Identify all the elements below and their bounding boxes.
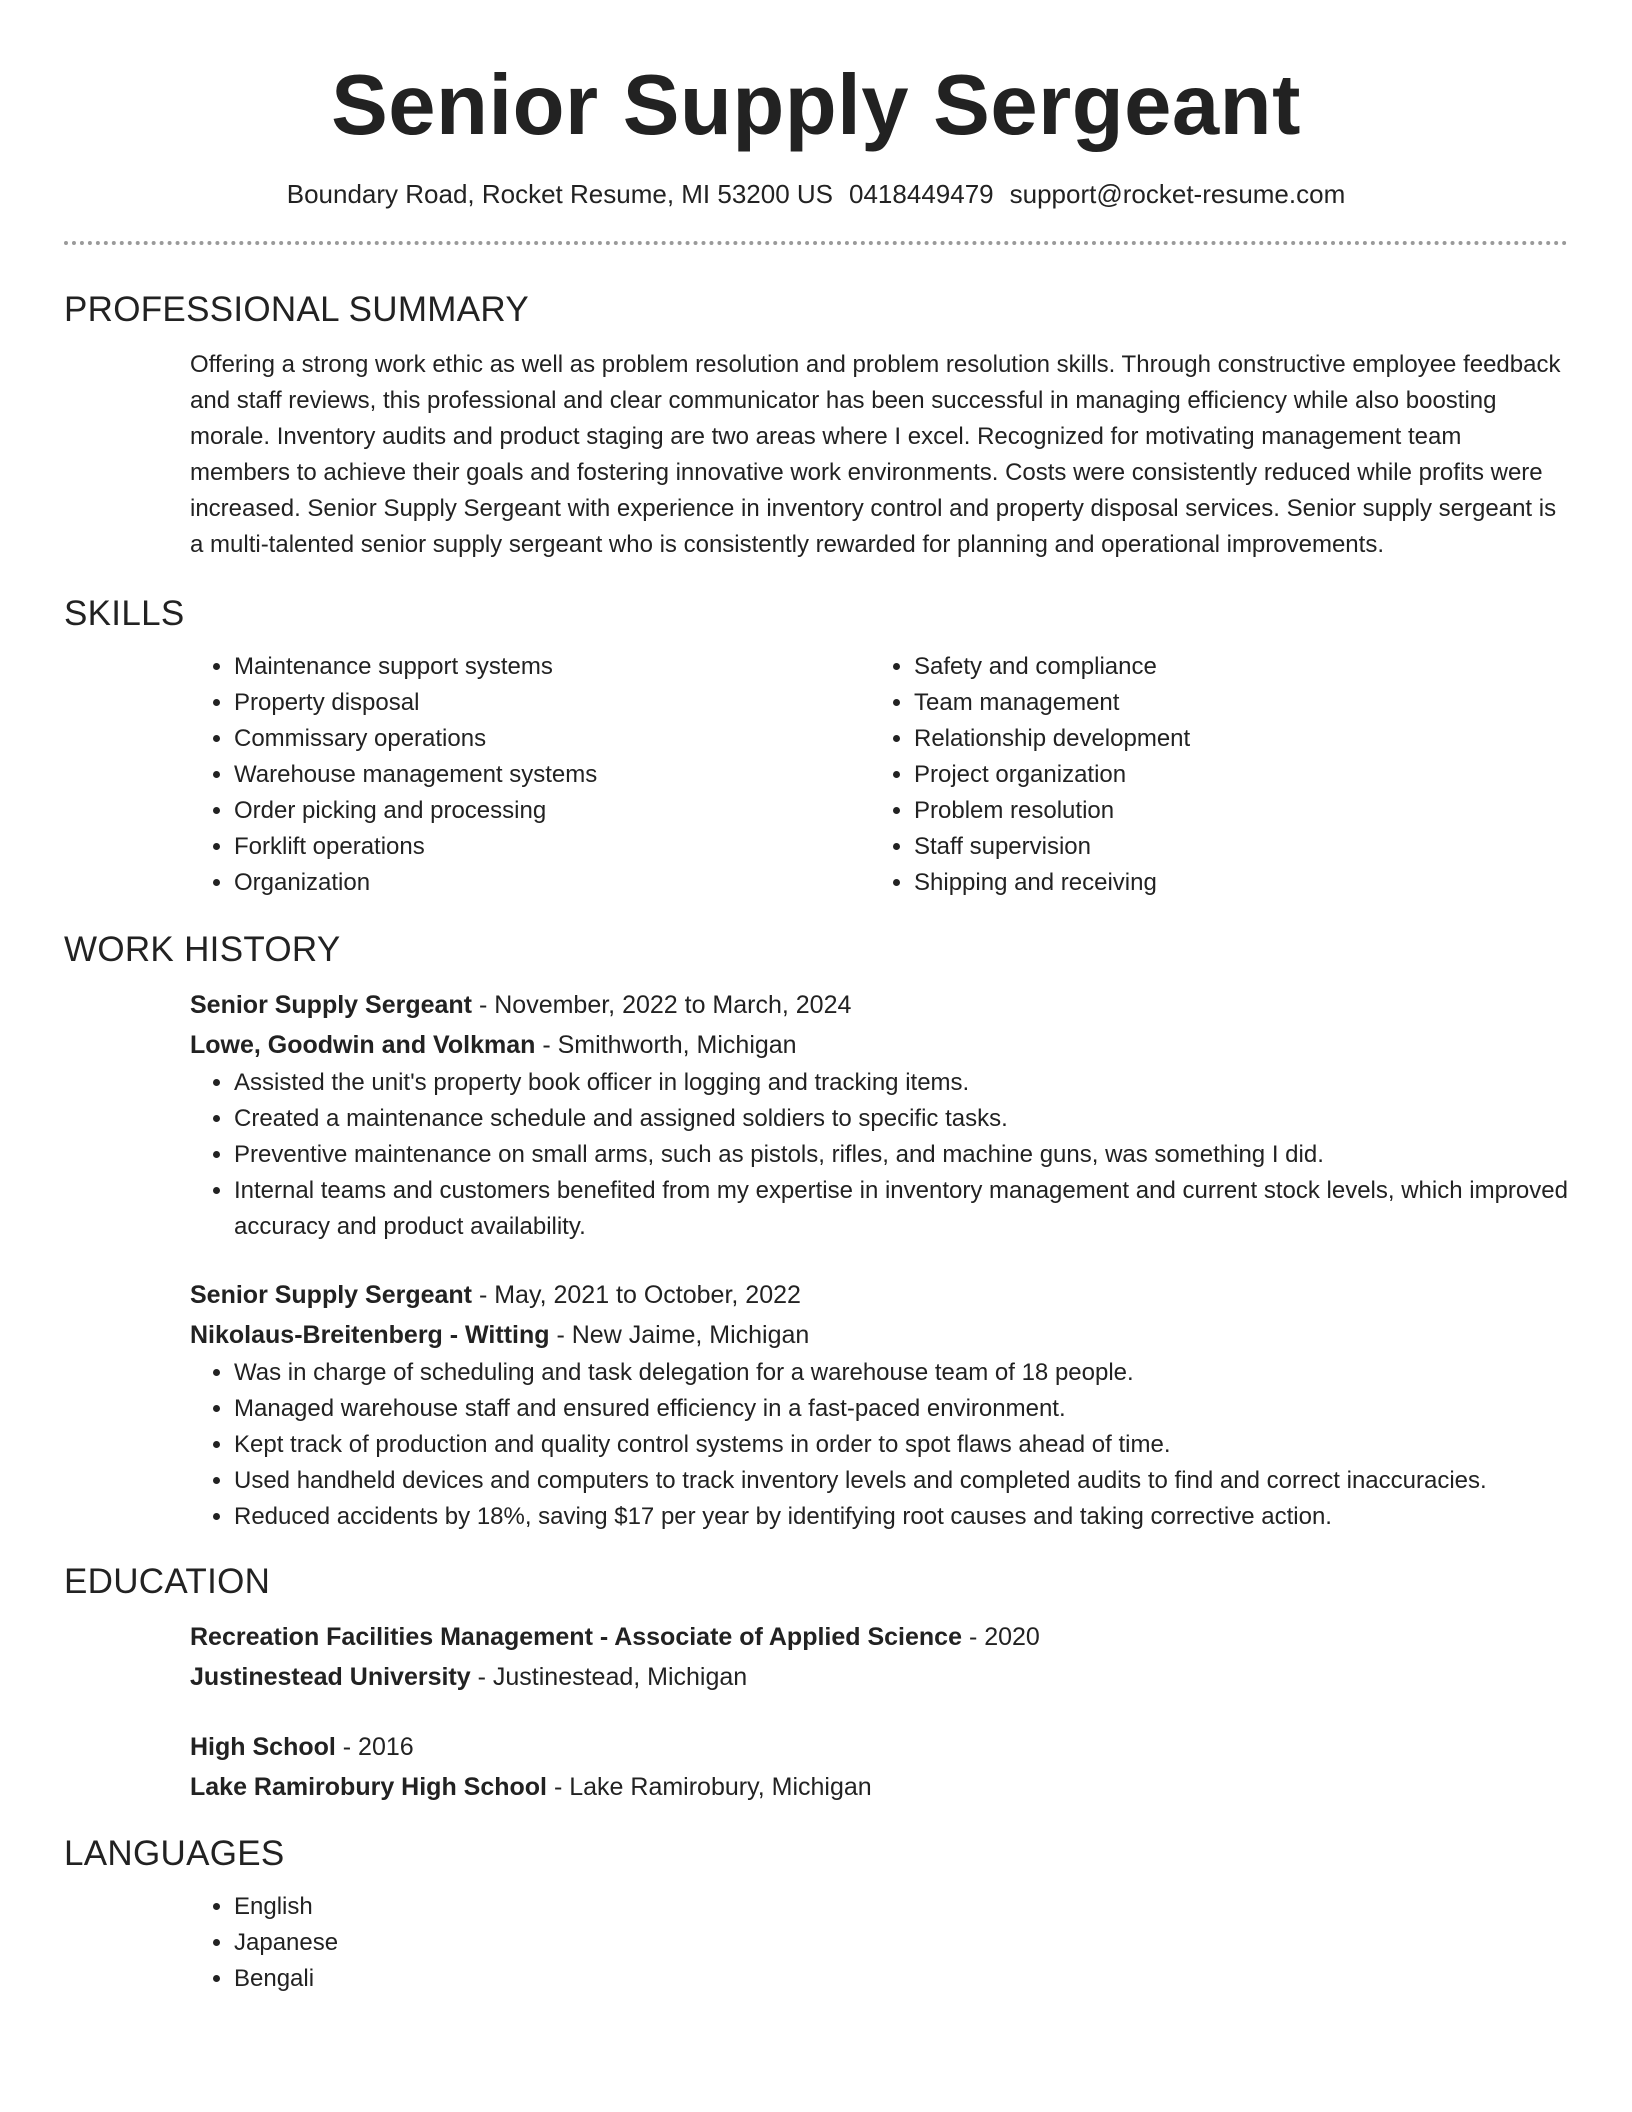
job-location: - Smithworth, Michigan	[535, 1031, 797, 1059]
job-bullet: • Internal teams and customers benefited from my expertise in inventory management and current stock levels, which improved accuracy and product availability.	[234, 1173, 1568, 1245]
education-degree-line	[190, 1617, 1568, 1657]
skill-item: • Staff supervision	[914, 829, 1550, 865]
languages-section	[190, 1889, 1568, 1997]
education-heading: EDUCATION	[64, 1562, 271, 1601]
job-company: Nikolaus-Breitenberg - Witting	[190, 1321, 550, 1349]
job-location: - New Jaime, Michigan	[549, 1321, 810, 1349]
contact-address: Boundary Road, Rocket Resume, MI 53200 US	[286, 179, 834, 209]
education-section	[190, 1617, 1568, 1807]
contact-line	[64, 178, 1568, 210]
job-bullet: • Preventive maintenance on small arms, such as pistols, rifles, and machine guns, was something I did.	[234, 1137, 1568, 1173]
job-bullet: • Managed warehouse staff and ensured efficiency in a fast-paced environment.	[234, 1391, 1568, 1427]
education-degree: Recreation Facilities Management - Associate of Applied Science	[190, 1623, 962, 1651]
resume-name: Senior Supply Sergeant	[331, 58, 1301, 153]
job-bullet: • Assisted the unit's property book officer in logging and tracking items.	[234, 1065, 1568, 1101]
skill-item: • Commissary operations	[234, 721, 870, 757]
skill-item: • Relationship development	[914, 721, 1550, 757]
contact-phone: 0418449479	[849, 179, 994, 209]
education-degree: High School	[190, 1733, 336, 1761]
skills-heading: SKILLS	[64, 594, 185, 633]
skills-column-right	[870, 649, 1550, 901]
education-school-line	[190, 1657, 1568, 1697]
skill-item: • Property disposal	[234, 685, 870, 721]
skill-item: • Warehouse management systems	[234, 757, 870, 793]
education-year: - 2016	[335, 1733, 414, 1761]
summary-section	[190, 347, 1568, 563]
language-item: • English	[234, 1889, 1568, 1925]
education-entry	[190, 1727, 1568, 1807]
languages-heading: LANGUAGES	[64, 1834, 285, 1873]
job-company-line	[190, 1025, 1568, 1065]
skill-item: • Shipping and receiving	[914, 865, 1550, 901]
job-bullet: • Kept track of production and quality control systems in order to spot flaws ahead of time.	[234, 1427, 1568, 1463]
language-item: • Japanese	[234, 1925, 1568, 1961]
education-location: - Lake Ramirobury, Michigan	[547, 1773, 872, 1801]
summary-heading: PROFESSIONAL SUMMARY	[64, 290, 529, 329]
job-role: Senior Supply Sergeant	[190, 1281, 473, 1309]
skill-item: • Maintenance support systems	[234, 649, 870, 685]
job-role: Senior Supply Sergeant	[190, 991, 473, 1019]
header-divider	[64, 241, 1568, 245]
skill-item: • Safety and compliance	[914, 649, 1550, 685]
job-title-line	[190, 1275, 1568, 1315]
job-bullet: • Reduced accidents by 18%, saving $17 per year by identifying root causes and taking corrective action.	[234, 1499, 1568, 1535]
job-title-line	[190, 985, 1568, 1025]
language-item: • Bengali	[234, 1961, 1568, 1997]
resume-page	[64, 0, 1568, 1997]
job-entry	[190, 1275, 1568, 1535]
education-entry	[190, 1617, 1568, 1697]
education-year: - 2020	[962, 1623, 1040, 1651]
work-history-heading: WORK HISTORY	[64, 930, 341, 969]
education-school: Justinestead University	[190, 1663, 471, 1691]
job-company-line	[190, 1315, 1568, 1355]
job-company: Lowe, Goodwin and Volkman	[190, 1031, 536, 1059]
work-history-section	[190, 985, 1568, 1535]
job-bullet: • Created a maintenance schedule and assigned soldiers to specific tasks.	[234, 1101, 1568, 1137]
job-bullet: • Was in charge of scheduling and task delegation for a warehouse team of 18 people.	[234, 1355, 1568, 1391]
skills-section	[190, 649, 1568, 901]
skill-item: • Organization	[234, 865, 870, 901]
skill-item: • Order picking and processing	[234, 793, 870, 829]
job-dates: - November, 2022 to March, 2024	[472, 991, 852, 1019]
skills-column-left	[190, 649, 870, 901]
job-bullet: • Used handheld devices and computers to track inventory levels and completed audits to find and correct inaccuracies.	[234, 1463, 1568, 1499]
skill-item: • Project organization	[914, 757, 1550, 793]
skill-item: • Forklift operations	[234, 829, 870, 865]
job-dates: - May, 2021 to October, 2022	[472, 1281, 801, 1309]
education-school: Lake Ramirobury High School	[190, 1773, 548, 1801]
skill-item: • Team management	[914, 685, 1550, 721]
summary-text: Offering a strong work ethic as well as problem resolution and problem resolution skills. Through constructive employee feedback and staff reviews, this professional and clear communicator has been successful in managing efficiency while also boosting morale. Inventory audits and product staging are two areas where I excel. Recognized for motivating management team members to achieve their goals and fostering innovative work environments. Costs were consistently reduced while profits were increased. Senior Supply Sergeant with experience in inventory control and property disposal services. Senior supply sergeant is a multi-talented senior supply sergeant who is consistently rewarded for planning and operational improvements.	[190, 351, 1561, 558]
education-school-line	[190, 1767, 1568, 1807]
contact-email[interactable]: support@rocket-resume.com	[1009, 179, 1346, 209]
job-entry	[190, 985, 1568, 1245]
education-location: - Justinestead, Michigan	[470, 1663, 748, 1691]
skill-item: • Problem resolution	[914, 793, 1550, 829]
education-degree-line	[190, 1727, 1568, 1767]
